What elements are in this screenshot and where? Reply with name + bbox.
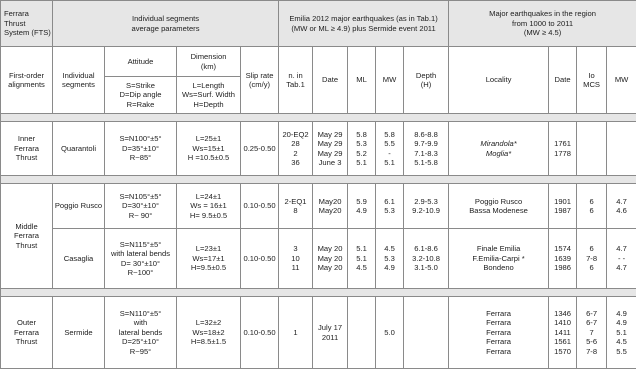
header-date: Date bbox=[313, 47, 348, 114]
table-row bbox=[1, 184, 636, 229]
regional-date-cell: 1574 1639 1986 bbox=[549, 229, 577, 289]
locality-cell: Ferrara Ferrara Ferrara Ferrara Ferrara bbox=[449, 297, 549, 369]
locality-cell: Poggio Rusco Bassa Modenese bbox=[449, 184, 549, 229]
io-cell: 6-7 6-7 7 5-6 7-8 bbox=[577, 297, 607, 369]
mw-cell: 5.8 5.5 - 5.1 bbox=[376, 122, 404, 176]
header-regional: Major earthquakes in the region from 1000 to 2011 (MW ≥ 4.5) bbox=[449, 1, 636, 47]
slip-cell: 0.10-0.50 bbox=[241, 229, 279, 289]
header-attitude-legend: S=Strike D=Dip angle R=Rake bbox=[105, 77, 177, 114]
mw-cell: 4.5 5.3 4.9 bbox=[376, 229, 404, 289]
regional-date-cell: 1761 1778 bbox=[549, 122, 577, 176]
mw-cell: 5.0 bbox=[376, 297, 404, 369]
date-cell: July 17 2011 bbox=[313, 297, 348, 369]
io-cell: 6 6 bbox=[577, 184, 607, 229]
attitude-cell: S=N110°±5° with lateral bends D=25°±10° R~95° bbox=[105, 297, 177, 369]
header-depth: Depth (H) bbox=[404, 47, 449, 114]
regional-mw-cell: 4.7 - - 4.7 bbox=[607, 229, 636, 289]
segment-name: Poggio Rusco bbox=[53, 184, 105, 229]
attitude-cell: S=N115°±5° with lateral bends D= 30°±10° R~100° bbox=[105, 229, 177, 289]
ml-cell: 5.8 5.3 5.2 5.1 bbox=[348, 122, 376, 176]
attitude-cell: S=N100°±5° D=35°±10° R~85° bbox=[105, 122, 177, 176]
header-slip-rate: Slip rate (cm/y) bbox=[241, 47, 279, 114]
date-cell: May20 May20 bbox=[313, 184, 348, 229]
n-cell: 1 bbox=[279, 297, 313, 369]
depth-cell: 6.1-8.6 3.2-10.8 3.1-5.0 bbox=[404, 229, 449, 289]
table-row bbox=[1, 122, 636, 176]
io-cell bbox=[577, 122, 607, 176]
alignment-inner: Inner Ferrara Thrust bbox=[1, 122, 53, 176]
dimension-cell: L=32±2 Ws=18±2 H=8.5±1.5 bbox=[177, 297, 241, 369]
depth-cell: 2.9-5.3 9.2-10.9 bbox=[404, 184, 449, 229]
date-cell: May 29 May 29 May 29 June 3 bbox=[313, 122, 348, 176]
mw-cell: 6.1 5.3 bbox=[376, 184, 404, 229]
regional-mw-cell bbox=[607, 122, 636, 176]
header-individual: Individual segments bbox=[53, 47, 105, 114]
header-mw: MW bbox=[376, 47, 404, 114]
locality-cell: Finale Emilia F.Emilia-Carpi * Bondeno bbox=[449, 229, 549, 289]
date-cell: May 20 May 20 May 20 bbox=[313, 229, 348, 289]
header-locality: Locality bbox=[449, 47, 549, 114]
slip-cell: 0.25-0.50 bbox=[241, 122, 279, 176]
depth-cell: 8.6-8.8 9.7-9.9 7.1-8.3 5.1-5.8 bbox=[404, 122, 449, 176]
alignment-outer: Outer Ferrara Thrust bbox=[1, 297, 53, 369]
regional-date-cell: 1346 1410 1411 1561 1570 bbox=[549, 297, 577, 369]
ml-cell: 5.1 5.1 4.5 bbox=[348, 229, 376, 289]
header-date-regional: Date bbox=[549, 47, 577, 114]
regional-mw-cell: 4.9 4.9 5.1 4.5 5.5 bbox=[607, 297, 636, 369]
n-cell: 3 10 11 bbox=[279, 229, 313, 289]
segment-name: Casaglia bbox=[53, 229, 105, 289]
regional-mw-cell: 4.7 4.6 bbox=[607, 184, 636, 229]
locality-cell: Mirandola* Moglia* bbox=[449, 122, 549, 176]
table-row bbox=[1, 229, 636, 289]
header-ml: ML bbox=[348, 47, 376, 114]
n-cell: 2-EQ1 8 bbox=[279, 184, 313, 229]
header-emilia: Emilia 2012 major earthquakes (as in Tab.1) (MW or ML ≥ 4.9) plus Sermide event 2011 bbox=[279, 1, 449, 47]
alignment-middle: Middle Ferrara Thrust bbox=[1, 184, 53, 289]
dimension-cell: L=23±1 Ws=17±1 H=9.5±0.5 bbox=[177, 229, 241, 289]
io-cell: 6 7-8 6 bbox=[577, 229, 607, 289]
header-n-in-tab: n. in Tab.1 bbox=[279, 47, 313, 114]
attitude-cell: S=N105°±5° D=30°±10° R~ 90° bbox=[105, 184, 177, 229]
header-dimension: Dimension (km) bbox=[177, 47, 241, 77]
header-attitude: Attitude bbox=[105, 47, 177, 77]
segment-name: Sermide bbox=[53, 297, 105, 369]
header-fts: Ferrara Thrust System (FTS) bbox=[1, 1, 53, 47]
n-cell: 20-EQ2 28 2 36 bbox=[279, 122, 313, 176]
ml-cell: 5.9 4.9 bbox=[348, 184, 376, 229]
regional-date-cell: 1901 1987 bbox=[549, 184, 577, 229]
dimension-cell: L=25±1 Ws=15±1 H =10.5±0.5 bbox=[177, 122, 241, 176]
slip-cell: 0.10-0.50 bbox=[241, 297, 279, 369]
table-row bbox=[1, 297, 636, 369]
header-segments: Individual segments average parameters bbox=[53, 1, 279, 47]
dimension-cell: L=24±1 Ws = 16±1 H= 9.5±0.5 bbox=[177, 184, 241, 229]
ml-cell bbox=[348, 297, 376, 369]
slip-cell: 0.10-0.50 bbox=[241, 184, 279, 229]
depth-cell bbox=[404, 297, 449, 369]
header-first-order: First-order alignments bbox=[1, 47, 53, 114]
segment-name: Quarantoli bbox=[53, 122, 105, 176]
header-io: Io MCS bbox=[577, 47, 607, 114]
header-mw-regional: MW bbox=[607, 47, 636, 114]
header-dimension-legend: L=Length Ws=Surf. Width H=Depth bbox=[177, 77, 241, 114]
